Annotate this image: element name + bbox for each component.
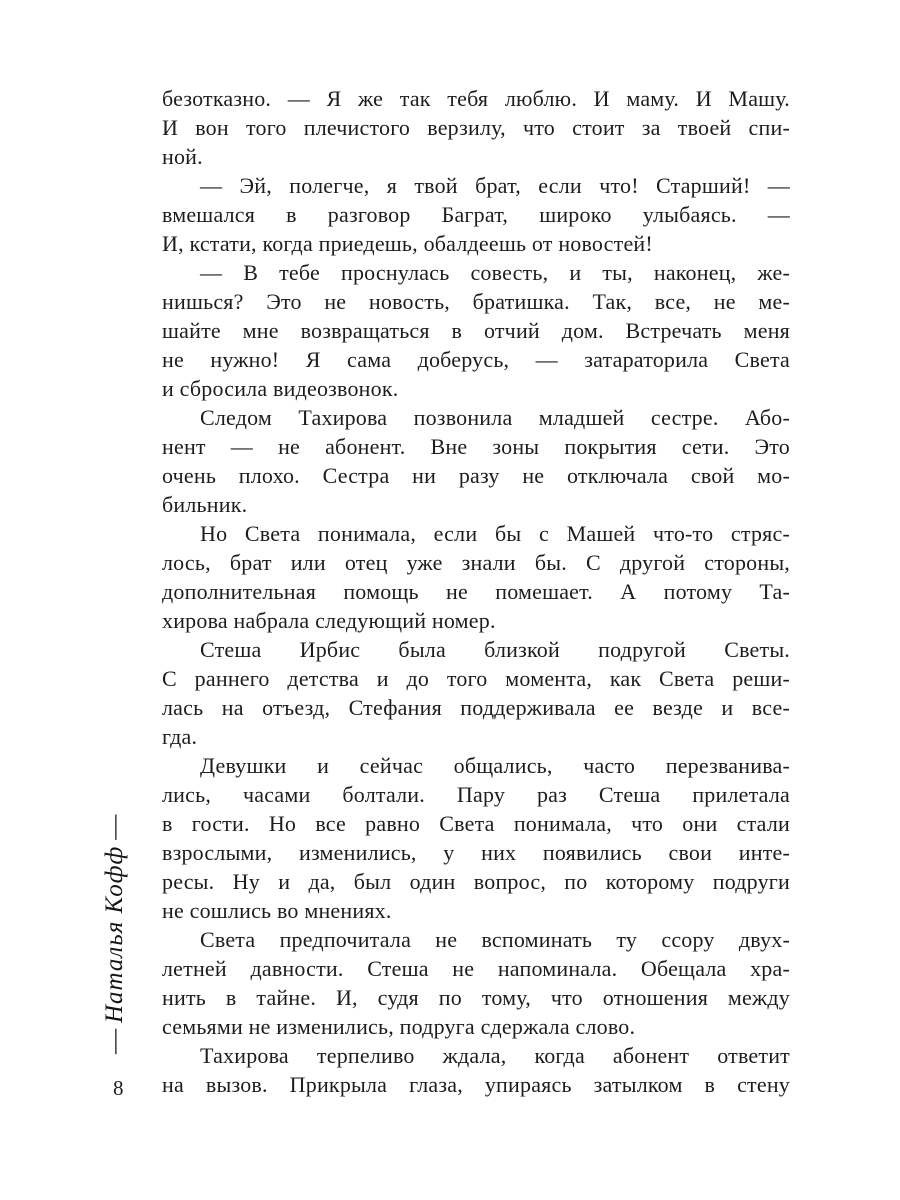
text-line: лось, брат или отец уже знали бы. С другой стороны, [162,550,790,575]
author-signature [101,810,141,1060]
text-line: безотказно. — Я же так тебя люблю. И маму. И Машу. [162,86,790,111]
signature-flourish-right: — [101,814,128,840]
text-line: И, кстати, когда приедешь, обалдеешь от новостей! [162,231,653,256]
paragraph [162,84,790,171]
text-line: Девушки и сейчас общались, часто перезванива- [200,753,790,778]
text-line: не нужно! Я сама доберусь, — затараторила Света [162,347,790,372]
text-line: семьями не изменились, подруга сдержала слово. [162,1014,636,1039]
text-line: дополнительная помощь не помешает. А потому Та- [162,579,790,604]
paragraph [162,519,790,635]
paragraph [162,171,790,258]
text-line: И вон того плечистого верзилу, что стоит за твоей спи- [162,115,790,140]
signature-flourish-left: — [101,1029,128,1054]
text-line: Тахирова терпеливо ждала, когда абонент ответит [200,1043,790,1068]
text-line: ной. [162,144,203,169]
text-line: вмешался в разговор Баграт, широко улыбаясь. — [162,202,790,227]
text-line: Стеша Ирбис была близкой подругой Светы. [200,637,790,662]
text-line: бильник. [162,492,248,517]
author-signature-text: Наталья Кофф [101,845,128,1023]
text-line: — Эй, полегче, я твой брат, если что! Старший! — [200,173,790,198]
page-number: 8 [113,1076,124,1100]
text-line: — В тебе проснулась совесть, и ты, наконец, же- [200,260,790,285]
paragraph [162,403,790,519]
text-line: на вызов. Прикрыла глаза, упираясь затылком в стену [162,1072,790,1097]
text-line: в гости. Но все равно Света понимала, что они стали [162,811,790,836]
paragraph [162,925,790,1041]
paragraph [162,751,790,925]
text-line: шайте мне возвращаться в отчий дом. Встречать меня [162,318,790,343]
text-block [162,84,790,1099]
text-line: С раннего детства и до того момента, как Света реши- [162,666,790,691]
text-line: очень плохо. Сестра ни разу не отключала свой мо- [162,463,790,488]
paragraph [162,258,790,403]
text-line: Следом Тахирова позвонила младшей сестре. Або- [200,405,790,430]
text-line: нент — не абонент. Вне зоны покрытия сети. Это [162,434,790,459]
text-line: взрослыми, изменились, у них появились свои инте- [162,840,790,865]
paragraph [162,635,790,751]
text-line: Но Света понимала, если бы с Машей что-то стряс- [200,521,790,546]
text-line: гда. [162,724,198,749]
text-line: лась на отъезд, Стефания поддерживала ее везде и все- [162,695,790,720]
paragraph [162,1041,790,1099]
text-line: не сошлись во мнениях. [162,898,392,923]
text-line: ресы. Ну и да, был один вопрос, по которому подруги [162,869,790,894]
text-line: нить в тайне. И, судя по тому, что отношения между [162,985,790,1010]
text-line: летней давности. Стеша не напоминала. Обещала хра- [162,956,790,981]
text-line: нишься? Это не новость, братишка. Так, все, не ме- [162,289,790,314]
text-line: и сбросила видеозвонок. [162,376,399,401]
text-line: хирова набрала следующий номер. [162,608,496,633]
text-line: лись, часами болтали. Пару раз Стеша прилетала [162,782,790,807]
text-line: Света предпочитала не вспоминать ту ссору двух- [200,927,790,952]
